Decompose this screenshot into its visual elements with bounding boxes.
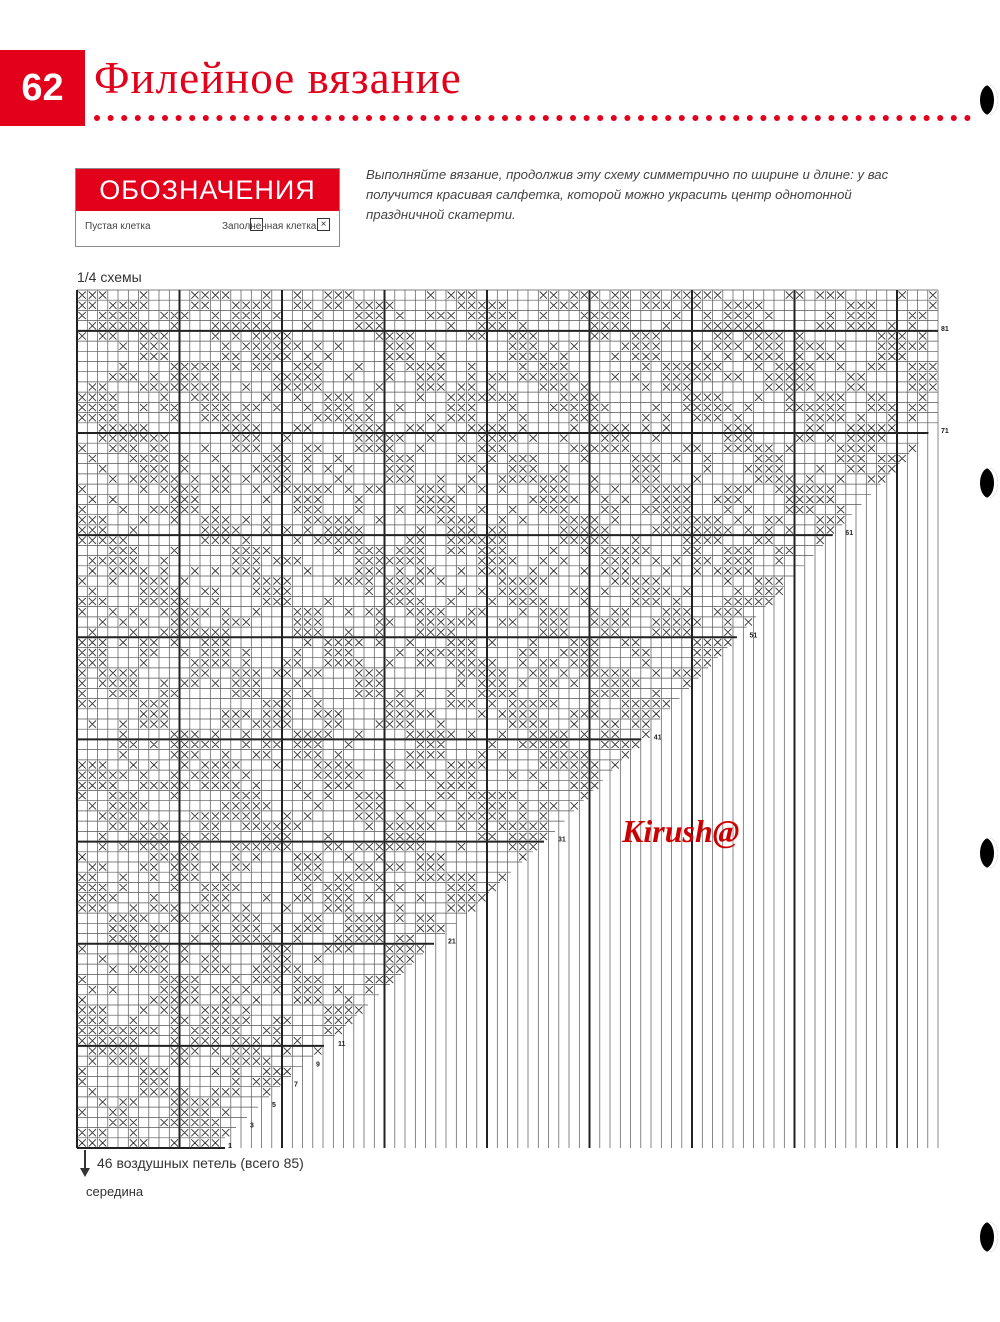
intro-text: Выполняйте вязание, продолжив эту схему симметрично по ширине и длине: у вас получится красивая салфетка, которой можно украсить центр однотонной праздничной скатерти. <box>366 167 889 222</box>
row-label: 1 <box>228 1143 232 1150</box>
legend-title: ОБОЗНАЧЕНИЯ <box>76 169 339 211</box>
row-label: 21 <box>448 938 456 946</box>
watermark: Kirush@ <box>622 813 740 849</box>
legend-empty-label: Пустая клетка <box>85 221 151 232</box>
row-label: 41 <box>653 734 662 742</box>
row-label: 31 <box>558 836 566 844</box>
row-label: 61 <box>845 530 854 538</box>
row-label: 3 <box>250 1122 254 1130</box>
row-label: 51 <box>749 632 758 640</box>
arrow-head-icon <box>80 1168 90 1177</box>
foundation-chain-note: 46 воздушных петель (всего 85) <box>97 1155 304 1171</box>
row-label: 11 <box>338 1040 346 1048</box>
row-label: 81 <box>941 325 949 333</box>
row-label: 71 <box>941 428 949 435</box>
page-title: Филейное вязание <box>94 53 462 103</box>
legend-filled-label: Заполненная клетка <box>222 221 317 232</box>
center-note: середина <box>86 1184 144 1199</box>
chart-caption: 1/4 схемы <box>77 269 142 285</box>
row-label: 9 <box>316 1061 320 1069</box>
filled-cell-icon: × <box>317 218 330 231</box>
row-label: 5 <box>272 1102 276 1110</box>
row-label: 7 <box>294 1081 298 1089</box>
page-number: 62 <box>0 50 85 126</box>
